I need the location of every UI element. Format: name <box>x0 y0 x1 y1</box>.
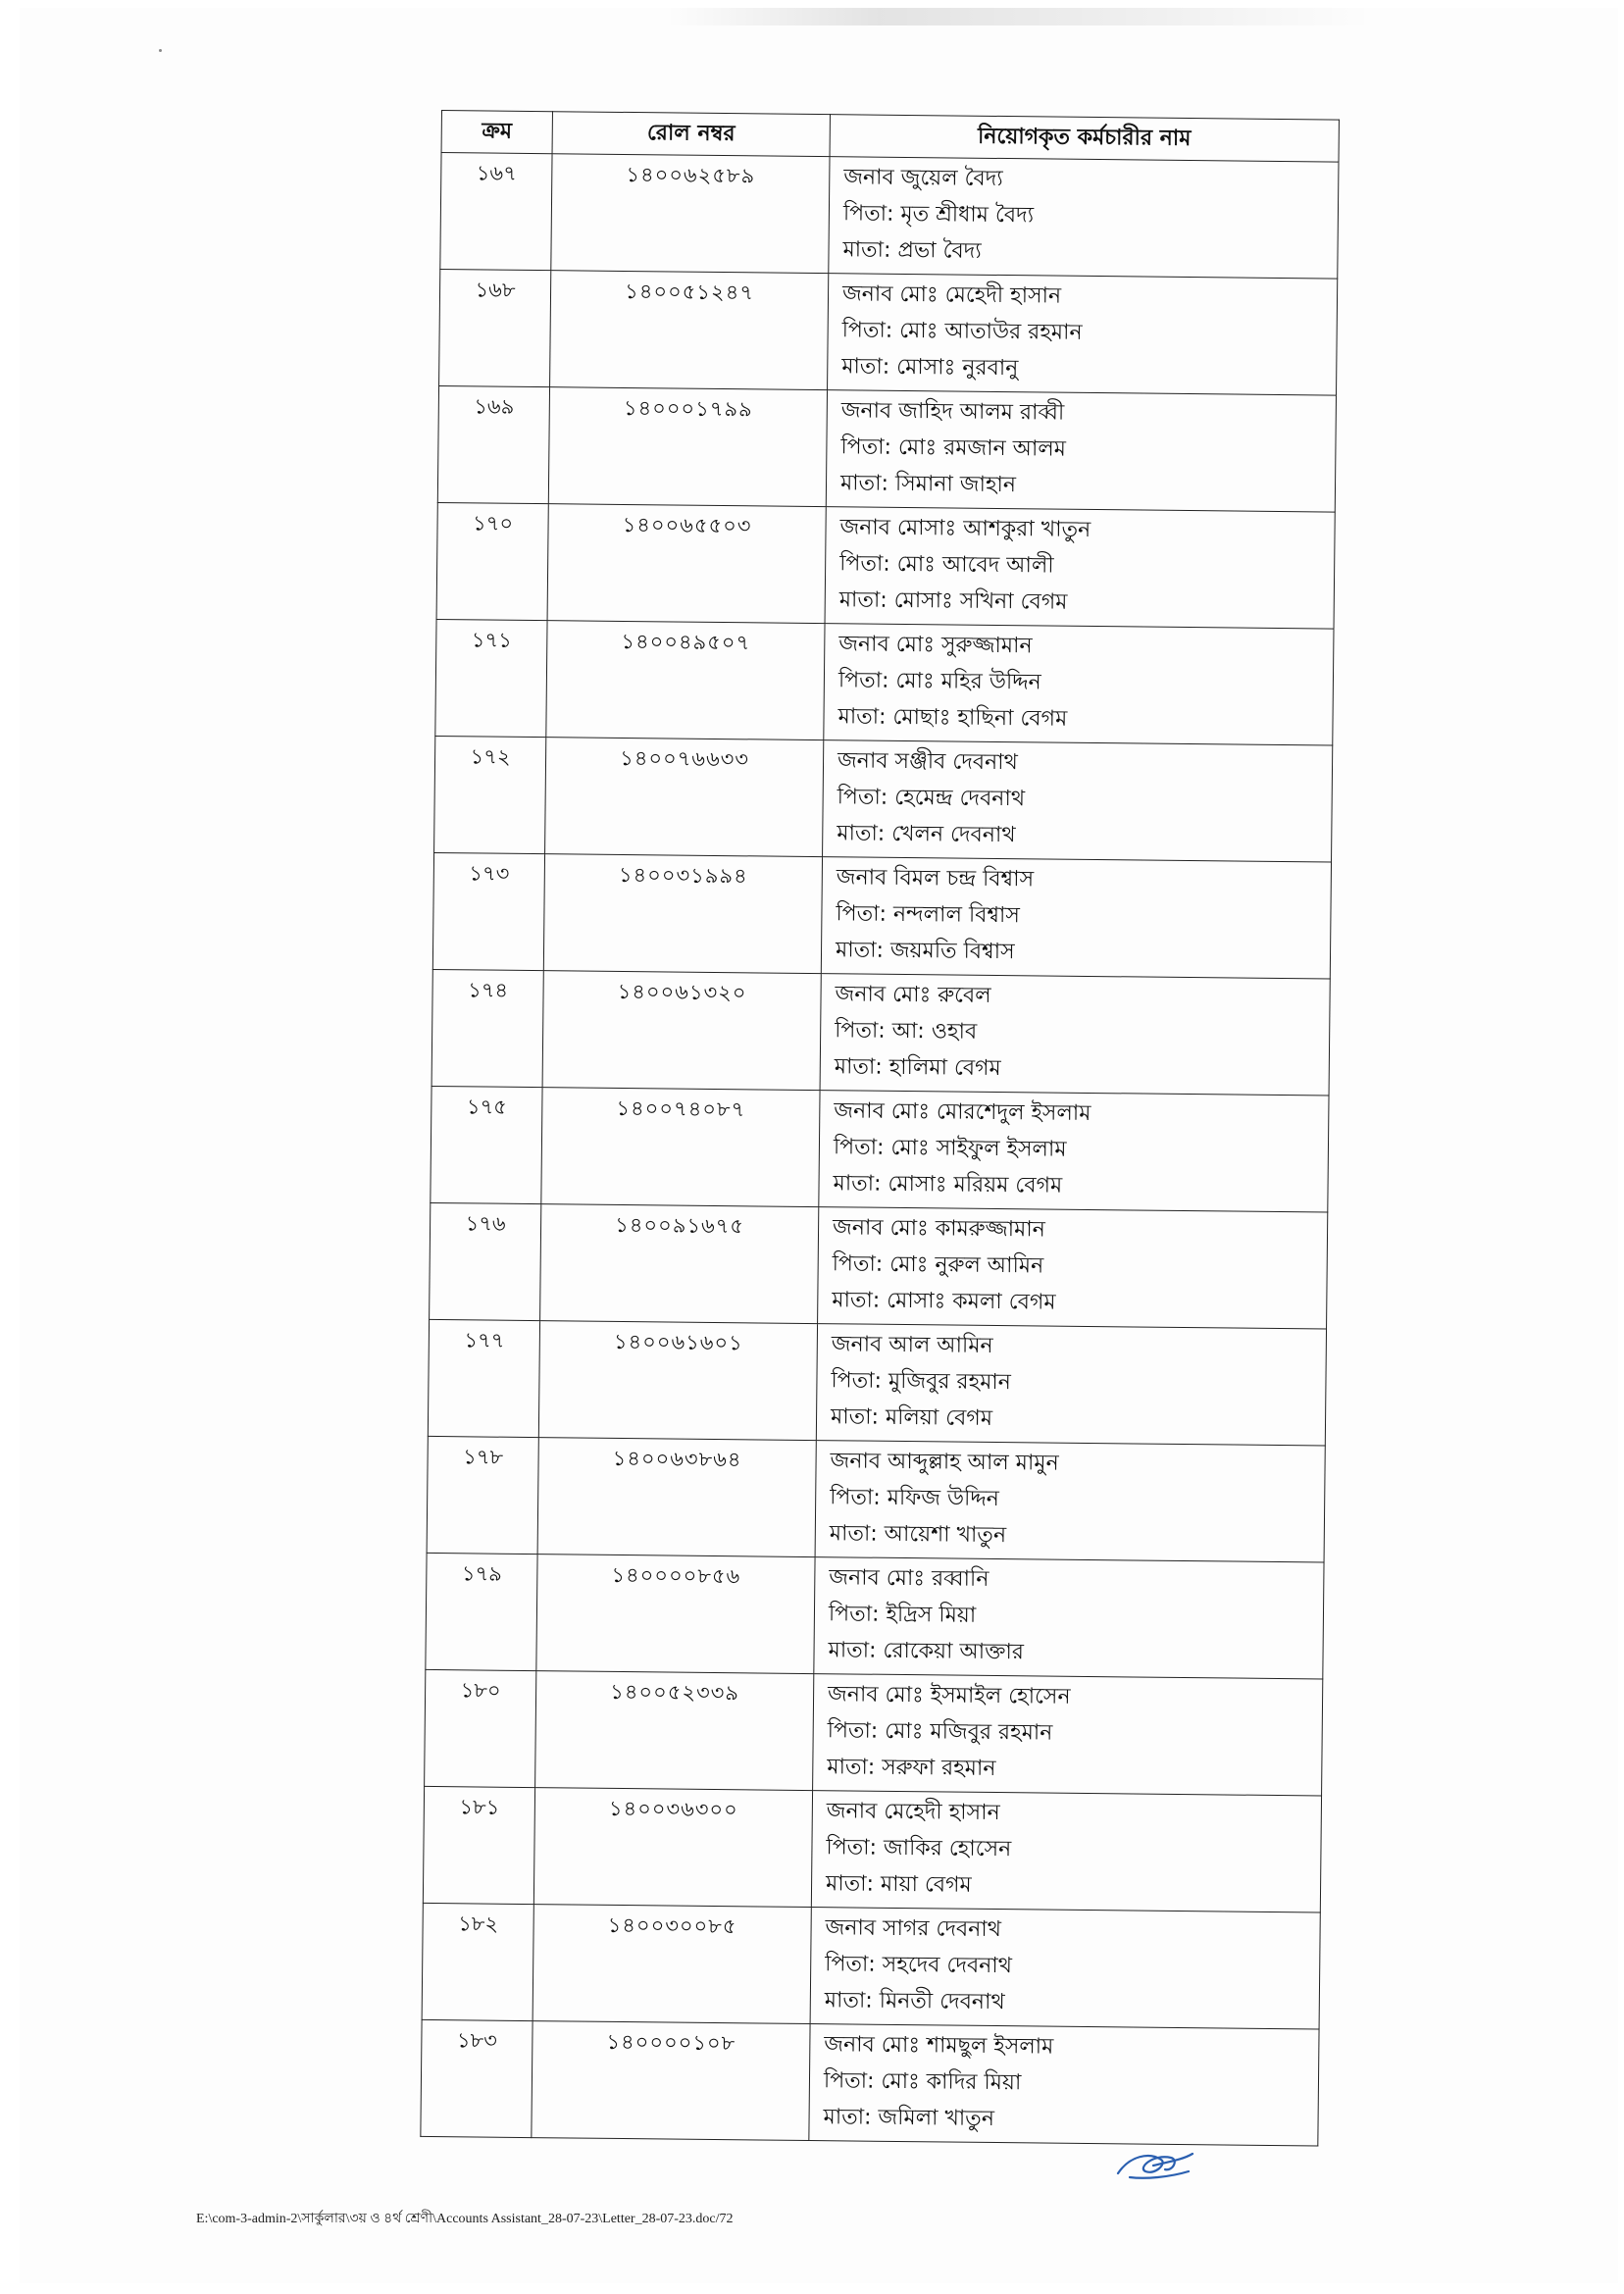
table-row <box>439 269 1338 395</box>
serial-cell: ১৭০ <box>436 502 548 620</box>
employee-name: জনাব মোঃ ইসমাইল হোসেন <box>827 1682 1071 1709</box>
employee-details-cell <box>828 274 1338 395</box>
employee-name: জনাব মেহেদী হাসান <box>826 1799 1000 1826</box>
serial-cell: ১৭৩ <box>432 852 544 970</box>
table-row <box>431 1086 1329 1212</box>
employee-name: জনাব জুয়েল বৈদ্য <box>843 165 1003 192</box>
serial-cell: ১৮১ <box>423 1786 534 1904</box>
mother-name: মাতা: মলিয়া বেগম <box>830 1404 993 1431</box>
table-row <box>440 153 1339 280</box>
employee-details-cell <box>819 1091 1329 1212</box>
father-name: পিতা: আ: ওহাব <box>835 1018 978 1045</box>
employee-details-cell <box>821 857 1331 979</box>
mother-name: মাতা: মায়া বেগম <box>825 1871 972 1898</box>
employee-details-cell <box>824 624 1334 745</box>
serial-cell: ১৭৭ <box>428 1319 539 1437</box>
roll-number-cell: ১৪০০৫১২৪৭ <box>550 271 829 390</box>
mother-name: মাতা: রোকেয়া আক্তার <box>828 1638 1025 1665</box>
employee-name: জনাব মোঃ রুবেল <box>835 982 991 1008</box>
roll-number-cell: ১৪০০৩০০৮৫ <box>533 1905 811 2024</box>
employee-name: জনাব আল আমিন <box>831 1332 993 1358</box>
employee-details-cell <box>816 1324 1326 1446</box>
employee-details-cell <box>815 1441 1325 1562</box>
employee-name: জনাব সঞ্জীব দেবনাথ <box>837 748 1018 776</box>
header-serial: ক্রম <box>441 111 552 154</box>
father-name: পিতা: সহদেব দেবনাথ <box>825 1952 1013 1979</box>
serial-cell: ১৭১ <box>435 619 547 737</box>
header-roll-number: রোল নম্বর <box>552 112 830 157</box>
father-name: পিতা: মৃত শ্রীধাম বৈদ্য <box>842 201 1035 229</box>
serial-cell: ১৭২ <box>434 736 546 853</box>
mother-name: মাতা: মোসাঃ কমলা বেগম <box>832 1288 1056 1315</box>
employee-name: জনাব জাহিদ আলম রাব্বী <box>840 398 1065 426</box>
father-name: পিতা: মোঃ সাইফুল ইসলাম <box>833 1135 1067 1162</box>
serial-cell: ১৭৮ <box>427 1436 538 1554</box>
roll-number-cell: ১৪০০৬১৩২০ <box>542 971 821 1091</box>
table-row <box>437 385 1336 512</box>
serial-cell: ১৮০ <box>425 1669 536 1787</box>
table-row <box>436 502 1335 629</box>
appointee-table <box>420 110 1340 2146</box>
mother-name: মাতা: মোসাঃ সখিনা বেগম <box>838 587 1068 615</box>
mother-name: মাতা: মিনতী দেবনাথ <box>824 1988 1005 2015</box>
employee-name: জনাব মোসাঃ আশকুরা খাতুন <box>839 515 1091 542</box>
scan-shadow <box>667 8 1373 25</box>
table-row <box>427 1436 1325 1562</box>
father-name: পিতা: নন্দলাল বিশ্বাস <box>836 901 1021 929</box>
mother-name: মাতা: মোছাঃ হাছিনা বেগম <box>837 704 1068 732</box>
serial-cell: ১৬৯ <box>437 385 549 503</box>
table-row <box>421 2019 1319 2146</box>
father-name: পিতা: ইদ্রিস মিয়া <box>828 1602 977 1628</box>
serial-cell: ১৭৫ <box>431 1086 542 1203</box>
employee-details-cell <box>823 740 1333 862</box>
table-row <box>435 619 1334 745</box>
table-row <box>434 736 1333 862</box>
roll-number-cell: ১৪০০৯১৬৭৫ <box>540 1204 819 1324</box>
father-name: পিতা: মোঃ মজিবুর রহমান <box>827 1718 1053 1746</box>
roll-number-cell: ১৪০০৭৬৬৩৩ <box>545 738 824 857</box>
header-employee-name: নিয়োগকৃত কর্মচারীর নাম <box>830 115 1339 162</box>
table-row <box>432 852 1331 979</box>
roll-number-cell: ১৪০০৭৪০৮৭ <box>541 1088 820 1207</box>
father-name: পিতা: মোঃ আবেদ আলী <box>839 551 1054 579</box>
serial-cell: ১৭৪ <box>431 969 543 1087</box>
mother-name: মাতা: খেলন দেবনাথ <box>837 821 1016 848</box>
scanned-page <box>20 8 1618 2283</box>
table-row <box>430 1202 1328 1329</box>
employee-details-cell <box>814 1557 1324 1679</box>
mother-name: মাতা: সরুফা রহমান <box>827 1755 996 1782</box>
father-name: পিতা: মুজিবুর রহমান <box>831 1368 1012 1396</box>
mother-name: মাতা: হালিমা বেগম <box>834 1054 1001 1082</box>
mother-name: মাতা: আয়েশা খাতুন <box>829 1521 1007 1549</box>
father-name: পিতা: মফিজ উদ্দিন <box>830 1485 999 1512</box>
employee-details-cell <box>811 1791 1321 1912</box>
table-row <box>431 969 1330 1096</box>
employee-details-cell <box>818 1207 1328 1329</box>
roll-number-cell: ১৪০০৩৬৩০০ <box>533 1788 812 1908</box>
employee-name: জনাব মোঃ কামরুজ্জামান <box>832 1215 1045 1243</box>
father-name: পিতা: মোঃ আতাউর রহমান <box>841 318 1083 345</box>
table-row <box>422 1903 1320 2029</box>
father-name: পিতা: জাকির হোসেন <box>826 1835 1012 1862</box>
father-name: পিতা: মোঃ কাদির মিয়া <box>823 2068 1022 2096</box>
employee-name: জনাব আব্দুল্লাহ আল মামুন <box>830 1449 1059 1476</box>
serial-cell: ১৬৭ <box>440 153 552 271</box>
roll-number-cell: ১৪০০৬৩৮৬৪ <box>537 1438 816 1557</box>
employee-name: জনাব মোঃ মোরশেদুল ইসলাম <box>834 1098 1091 1126</box>
roll-number-cell: ১৪০০০০৮৫৬ <box>536 1555 815 1674</box>
employee-name: জনাব মোঃ সুরুজ্জামান <box>838 632 1033 659</box>
serial-cell: ১৭৯ <box>426 1553 537 1670</box>
roll-number-cell: ১৪০০৪৯৫০৭ <box>546 621 825 740</box>
table-row <box>423 1786 1321 1912</box>
employee-details-cell <box>809 2024 1319 2146</box>
table-row <box>426 1553 1324 1679</box>
employee-details-cell <box>829 157 1339 279</box>
mother-name: মাতা: প্রভা বৈদ্য <box>842 237 982 264</box>
serial-cell: ১৮৩ <box>421 2019 533 2137</box>
serial-cell: ১৭৬ <box>430 1202 541 1320</box>
signature <box>1110 2146 1198 2185</box>
mother-name: মাতা: মোসাঃ মরিয়ম বেগম <box>833 1171 1063 1198</box>
file-path-footer: E:\com-3-admin-2\সার্কুলার\৩য় ও ৪র্থ শ্রেণী\Accounts Assistant_28-07-23\Letter_28-07-23.doc/72 <box>196 2212 734 2226</box>
roll-number-cell: ১৪০০৬১৬০১ <box>538 1321 817 1441</box>
employee-name: জনাব মোঃ শামছুল ইসলাম <box>824 2032 1054 2060</box>
father-name: পিতা: মোঃ রমজান আলম <box>840 434 1067 462</box>
table-row <box>425 1669 1323 1796</box>
father-name: পিতা: হেমেন্দ্র দেবনাথ <box>837 785 1026 812</box>
mother-name: মাতা: মোসাঃ নুরবানু <box>841 354 1019 382</box>
scan-speck <box>159 49 162 52</box>
roll-number-cell: ১৪০০৩১৯৯৪ <box>543 854 822 974</box>
mother-name: মাতা: জমিলা খাতুন <box>823 2105 995 2132</box>
mother-name: মাতা: জয়মতি বিশ্বাস <box>835 938 1015 965</box>
roll-number-cell: ১৪০০০১৭৯৯ <box>548 387 827 507</box>
employee-details-cell <box>820 974 1330 1096</box>
employee-details-cell <box>825 507 1335 629</box>
mother-name: মাতা: সিমানা জাহান <box>839 471 1017 498</box>
roll-number-cell: ১৪০০০০১০৮ <box>532 2021 810 2141</box>
employee-details-cell <box>826 390 1336 512</box>
employee-name: জনাব মোঃ মেহেদী হাসান <box>841 281 1062 309</box>
employee-name: জনাব বিমল চন্দ্র বিশ্বাস <box>836 865 1035 892</box>
roll-number-cell: ১৪০০৬২৫৮৯ <box>551 154 830 274</box>
table-row <box>428 1319 1326 1446</box>
roll-number-cell: ১৪০০৫২৩৩৯ <box>535 1671 814 1791</box>
employee-details-cell <box>810 1908 1320 2029</box>
employee-name: জনাব মোঃ রব্বানি <box>829 1565 990 1592</box>
table-body <box>421 153 1339 2146</box>
serial-cell: ১৬৮ <box>439 269 551 386</box>
father-name: পিতা: মোঃ নুরুল আমিন <box>832 1251 1044 1279</box>
serial-cell: ১৮২ <box>422 1903 533 2020</box>
roll-number-cell: ১৪০০৬৫৫০৩ <box>547 504 826 624</box>
employee-details-cell <box>813 1674 1323 1796</box>
employee-name: জনাব সাগর দেবনাথ <box>825 1915 1002 1943</box>
father-name: পিতা: মোঃ মহির উদ্দিন <box>837 668 1041 695</box>
